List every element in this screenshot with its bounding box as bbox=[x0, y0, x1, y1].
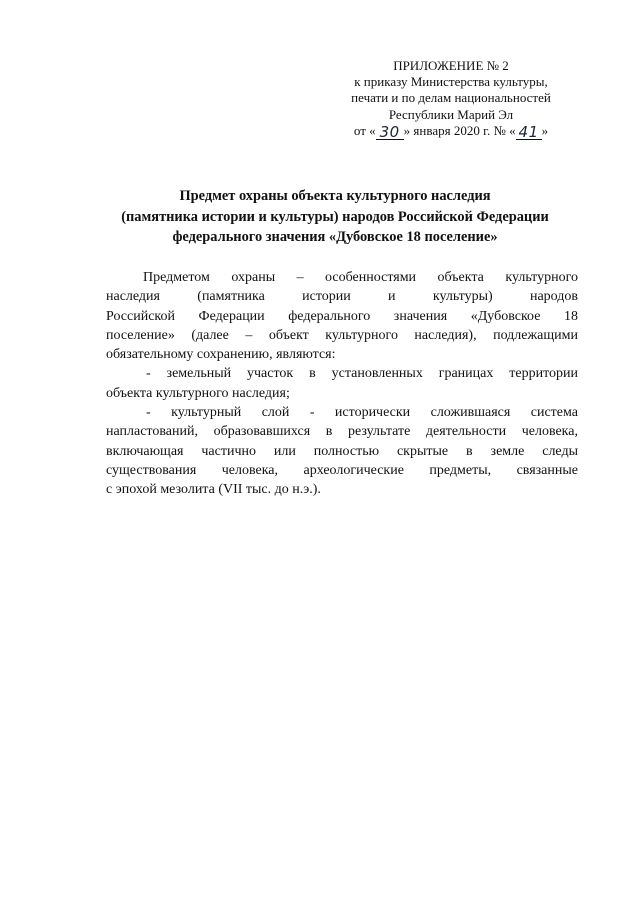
list-item bbox=[106, 364, 578, 403]
appendix-line: печати и по делам национальностей bbox=[351, 90, 551, 106]
text-line: - культурный слой - исторически сложившаяся система bbox=[146, 405, 578, 421]
text-line: обязательному сохранению, являются: bbox=[106, 347, 336, 363]
text-line: Предметом охраны – особенностями объекта культурного bbox=[143, 270, 578, 285]
appendix-line: Республики Марий Эл bbox=[388, 106, 514, 122]
title-line: Предмет охраны объекта культурного наследия bbox=[179, 188, 491, 204]
order-number-field bbox=[516, 123, 542, 140]
order-date-line bbox=[330, 123, 572, 140]
appendix-line: к приказу Министерства культуры, bbox=[354, 74, 548, 90]
order-day-field bbox=[376, 123, 404, 140]
appendix-heading: ПРИЛОЖЕНИЕ № 2 bbox=[393, 58, 509, 73]
text-line: включающая частично или полностью скрытые в земле следы bbox=[106, 443, 578, 459]
document-title bbox=[95, 186, 575, 248]
document-body bbox=[106, 268, 578, 500]
title-line: (памятника истории и культуры) народов Российской Федерации bbox=[121, 208, 549, 225]
date-prefix: от « bbox=[353, 122, 376, 138]
text-line: существования человека, археологические предметы, связанные bbox=[106, 462, 578, 478]
text-line: напластований, образовавшихся в результате деятельности человека, bbox=[106, 424, 578, 440]
order-day-handwritten: 30 bbox=[379, 122, 400, 141]
title-line: федерального значения «Дубовское 18 поселение» bbox=[172, 229, 498, 245]
text-line: с эпохой мезолита (VII тыс. до н.э.). bbox=[106, 482, 321, 498]
intro-paragraph bbox=[106, 268, 578, 364]
date-suffix: » bbox=[541, 122, 549, 138]
text-line: наследия (памятника истории и культуры) народов bbox=[106, 289, 578, 305]
date-middle: » января 2020 г. № « bbox=[403, 122, 516, 138]
list-item bbox=[106, 403, 578, 499]
text-line: - земельный участок в установленных границах территории bbox=[146, 366, 578, 382]
text-line: поселение» (далее – объект культурного наследия), подлежащими bbox=[106, 327, 578, 343]
text-line: объекта культурного наследия; bbox=[106, 385, 290, 401]
order-number-handwritten: 41 bbox=[518, 122, 539, 141]
text-line: Российской Федерации федерального значения «Дубовское 18 bbox=[106, 308, 578, 324]
appendix-block bbox=[330, 58, 572, 140]
